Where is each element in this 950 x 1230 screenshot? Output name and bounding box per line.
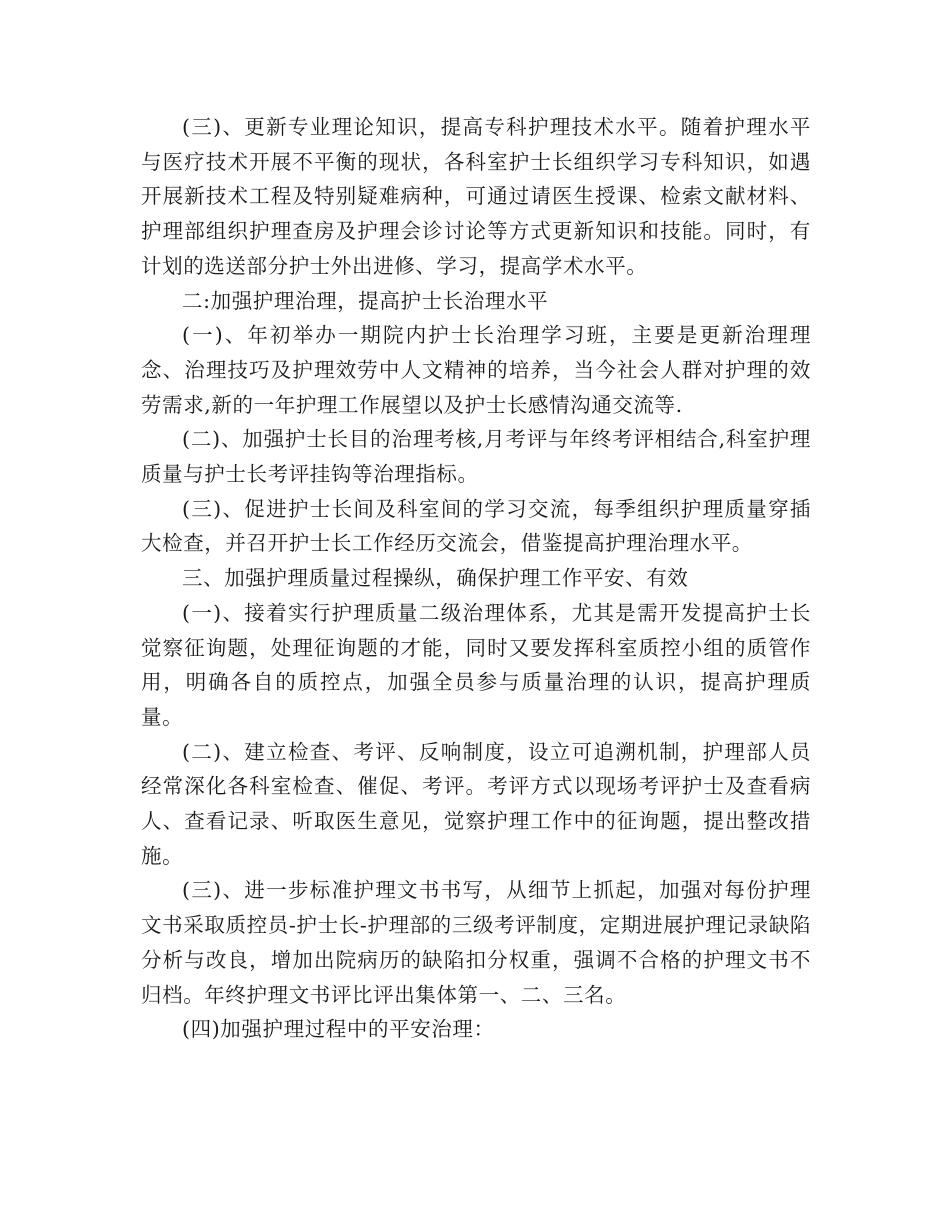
paragraph-section-2-2: (二)、加强护士长目的治理考核,月考评与年终考评相结合,科室护理质量与护士长考评挂钩等治理指标。 [141, 427, 811, 487]
heading-section-3-4: (四)加强护理过程中的平安治理： [182, 1017, 495, 1042]
paragraph-section-3-2: (二)、建立检查、考评、反响制度，设立可追溯机制，护理部人员经常深化各科室检查、催促、考评。考评方式以现场考评护士及查看病人、查看记录、听取医生意见，觉察护理工作中的征询题，提出整改措施。 [141, 739, 811, 868]
heading-section-2: 二:加强护理治理，提高护士长治理水平 [182, 288, 549, 313]
paragraph-section-3-1: (一)、接着实行护理质量二级治理体系，尤其是需开发提高护士长觉察征询题，处理征询题的才能，同时又要发挥科室质控小组的质管作用，明确各自的质控点，加强全员参与质量治理的认识，提高护理质量。 [141, 600, 811, 729]
document-body [141, 110, 811, 1047]
paragraph-section-2-3: (三)、促进护士长间及科室间的学习交流，每季组织护理质量穿插大检查，并召开护士长工作经历交流会，借鉴提高护理治理水平。 [141, 496, 811, 556]
paragraph-section-3-3b: (三)、进一步标准护理文书书写，从细节上抓起，加强对每份护理文书采取质控员-护士长-护理部的三级考评制度，定期进展护理记录缺陷分析与改良，增加出院病历的缺陷扣分权重，强调不合格的护理文书不归档。年终护理文书评比评出集体第一、二、三名。 [141, 878, 811, 1007]
heading-section-3: 三、加强护理质量过程操纵，确保护理工作平安、有效 [182, 566, 689, 591]
paragraph-section-3-3: (三)、更新专业理论知识，提高专科护理技术水平。随着护理水平与医疗技术开展不平衡的现状，各科室护士长组织学习专科知识，如遇开展新技术工程及特别疑难病种，可通过请医生授课、检索文献材料、护理部组织护理查房及护理会诊讨论等方式更新知识和技能。同时，有计划的选送部分护士外出进修、学习，提高学术水平。 [141, 115, 811, 278]
paragraph-section-2-1: (一)、年初举办一期院内护士长治理学习班，主要是更新治理理念、治理技巧及护理效劳中人文精神的培养，当今社会人群对护理的效劳需求,新的一年护理工作展望以及护士长感情沟通交流等. [141, 323, 811, 417]
